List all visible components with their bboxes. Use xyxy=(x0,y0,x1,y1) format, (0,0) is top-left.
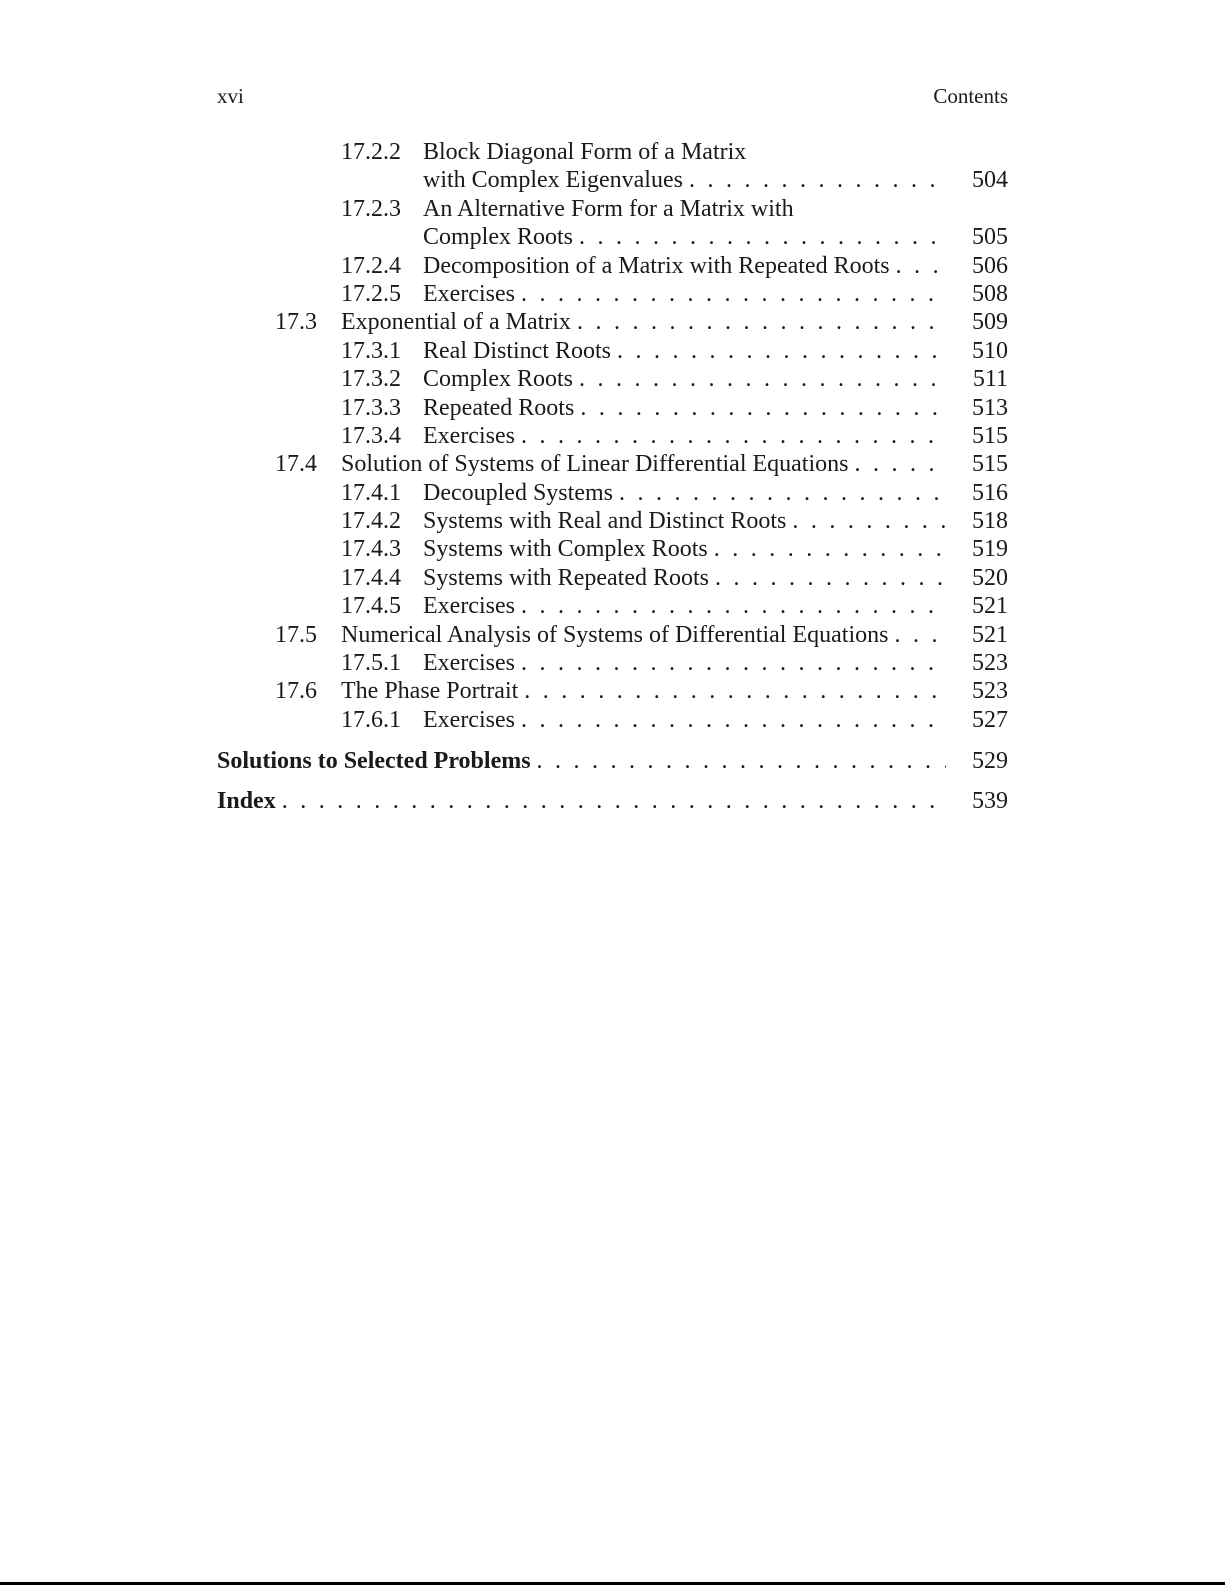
toc-entry[interactable] xyxy=(217,223,1008,251)
toc-entry-line xyxy=(423,223,1008,251)
toc-entry-number: 17.6.1 xyxy=(341,706,401,733)
toc-part-page: 539 xyxy=(972,788,1008,815)
toc-entry-title: with Complex Eigenvalues xyxy=(423,166,689,194)
toc-entry-line xyxy=(423,337,1008,365)
toc-entry-line xyxy=(423,564,1008,592)
toc-entry-line xyxy=(423,507,1008,535)
toc-entry-title: Real Distinct Roots xyxy=(423,337,617,365)
toc-entry-page: 506 xyxy=(972,252,1008,279)
toc-entry-title: Repeated Roots xyxy=(423,394,580,422)
toc-entry-number: 17.3.2 xyxy=(341,366,401,393)
toc-entry-line xyxy=(341,621,1008,649)
toc-entry-line xyxy=(423,535,1008,563)
dot-leader xyxy=(689,166,946,194)
toc-entry-title: An Alternative Form for a Matrix with xyxy=(423,195,800,223)
toc-entry-title: Block Diagonal Form of a Matrix xyxy=(423,138,752,166)
toc-entry[interactable] xyxy=(217,422,1008,450)
toc-entry-number: 17.5 xyxy=(275,621,317,648)
toc-entry-number: 17.5.1 xyxy=(341,650,401,677)
toc-entry-number: 17.3.3 xyxy=(341,394,401,421)
toc-entry-page: 510 xyxy=(972,337,1008,364)
toc-entry[interactable] xyxy=(217,252,1008,280)
toc-part-entry[interactable] xyxy=(217,780,1008,820)
toc-entry-title: Numerical Analysis of Systems of Differential Equations xyxy=(341,621,894,649)
toc-entry-title: The Phase Portrait xyxy=(341,677,524,705)
page-number-label: xvi xyxy=(217,84,244,108)
toc-entry-line xyxy=(423,592,1008,620)
toc-entry-title: Exercises xyxy=(423,592,521,620)
toc-entry-number: 17.4.4 xyxy=(341,564,401,591)
dot-leader xyxy=(282,786,946,816)
toc-entry-title: Decoupled Systems xyxy=(423,479,619,507)
dot-leader xyxy=(579,365,946,393)
dot-leader xyxy=(521,649,946,677)
toc-entry-title: Systems with Real and Distinct Roots xyxy=(423,507,792,535)
toc-part-title: Solutions to Selected Problems xyxy=(217,746,537,776)
toc-entry[interactable] xyxy=(217,337,1008,365)
dot-leader xyxy=(894,621,946,649)
toc-entry[interactable] xyxy=(217,195,1008,223)
dot-leader xyxy=(896,252,946,280)
toc-part-title: Index xyxy=(217,786,282,816)
toc-entry[interactable] xyxy=(217,365,1008,393)
toc-entry[interactable] xyxy=(217,535,1008,563)
toc-entry[interactable] xyxy=(217,621,1008,649)
toc-entry-line xyxy=(341,450,1008,478)
toc-entry[interactable] xyxy=(217,706,1008,734)
toc-entry-number: 17.4.2 xyxy=(341,508,401,535)
toc-entry-title: Systems with Repeated Roots xyxy=(423,564,715,592)
toc-entry-line xyxy=(423,706,1008,734)
dot-leader xyxy=(579,223,946,251)
toc-entry-number: 17.3 xyxy=(275,309,317,336)
toc-entry-number: 17.2.5 xyxy=(341,280,401,307)
dot-leader xyxy=(521,592,946,620)
toc-entry[interactable] xyxy=(217,507,1008,535)
toc-entry-line xyxy=(423,649,1008,677)
toc-entry[interactable] xyxy=(217,280,1008,308)
toc-entry-number: 17.3.1 xyxy=(341,337,401,364)
toc-entry-page: 521 xyxy=(972,621,1008,648)
toc-entry-page: 504 xyxy=(972,167,1008,194)
toc-entry-title: Exercises xyxy=(423,649,521,677)
toc-entry-title: Systems with Complex Roots xyxy=(423,535,714,563)
toc-entry-number: 17.6 xyxy=(275,678,317,705)
toc-entry[interactable] xyxy=(217,166,1008,194)
toc-entry-page: 521 xyxy=(972,593,1008,620)
toc-entry[interactable] xyxy=(217,308,1008,336)
dot-leader xyxy=(617,337,946,365)
dot-leader xyxy=(714,535,946,563)
toc-entry-title: Complex Roots xyxy=(423,365,579,393)
toc-entry-title: Decomposition of a Matrix with Repeated Roots xyxy=(423,252,896,280)
toc-entry-page: 527 xyxy=(972,706,1008,733)
toc-entry-title: Exercises xyxy=(423,706,521,734)
toc-entry-page: 519 xyxy=(972,536,1008,563)
toc-entry-line xyxy=(423,138,1008,166)
toc-entry-page: 518 xyxy=(972,508,1008,535)
dot-leader xyxy=(524,677,946,705)
toc-entry-number: 17.3.4 xyxy=(341,422,401,449)
dot-leader xyxy=(580,394,946,422)
toc-entry-number: 17.2.2 xyxy=(341,139,401,165)
toc-entry-page: 515 xyxy=(972,422,1008,449)
toc-entry-page: 513 xyxy=(972,394,1008,421)
toc-entry-title: Exponential of a Matrix xyxy=(341,308,577,336)
toc-entry-number: 17.2.3 xyxy=(341,195,401,222)
toc-entry-page: 520 xyxy=(972,564,1008,591)
toc-entry-number: 17.4.3 xyxy=(341,536,401,563)
toc-entry-line xyxy=(423,422,1008,450)
toc-entry-number: 17.4 xyxy=(275,451,317,478)
dot-leader xyxy=(521,280,946,308)
toc-entry-line xyxy=(423,195,1008,223)
toc-entry-page: 511 xyxy=(972,366,1008,393)
toc-entry-number: 17.2.4 xyxy=(341,252,401,279)
toc-entry-number: 17.4.1 xyxy=(341,479,401,506)
toc-part-entry[interactable] xyxy=(217,740,1008,780)
toc-entry[interactable] xyxy=(217,450,1008,478)
toc-entry-page: 515 xyxy=(972,451,1008,478)
toc-entry-page: 523 xyxy=(972,678,1008,705)
toc-entry[interactable] xyxy=(217,479,1008,507)
toc-part-page: 529 xyxy=(972,748,1008,775)
table-of-contents xyxy=(217,138,1008,820)
toc-entry[interactable] xyxy=(217,677,1008,705)
toc-entry-title: Solution of Systems of Linear Differential Equations xyxy=(341,450,854,478)
dot-leader xyxy=(537,746,946,776)
dot-leader xyxy=(619,479,946,507)
running-head xyxy=(217,84,1008,112)
dot-leader xyxy=(521,422,946,450)
toc-entry-line xyxy=(423,166,1008,194)
toc-entry-line xyxy=(423,252,1008,280)
dot-leader xyxy=(715,564,946,592)
toc-entry[interactable] xyxy=(217,138,1008,166)
toc-entry-line xyxy=(423,479,1008,507)
toc-entry-page: 505 xyxy=(972,224,1008,251)
toc-entry-line xyxy=(423,280,1008,308)
toc-entry[interactable] xyxy=(217,394,1008,422)
toc-entry-line xyxy=(341,308,1008,336)
toc-entry-page: 523 xyxy=(972,650,1008,677)
toc-entry[interactable] xyxy=(217,649,1008,677)
toc-entry[interactable] xyxy=(217,592,1008,620)
toc-entry-page: 516 xyxy=(972,479,1008,506)
toc-entry-line xyxy=(341,677,1008,705)
dot-leader xyxy=(792,507,946,535)
toc-entry-number: 17.4.5 xyxy=(341,593,401,620)
toc-entry-page: 509 xyxy=(972,309,1008,336)
toc-entry-line xyxy=(423,394,1008,422)
toc-entry[interactable] xyxy=(217,564,1008,592)
dot-leader xyxy=(577,308,946,336)
toc-part-line xyxy=(217,786,1008,816)
toc-entry-page: 508 xyxy=(972,280,1008,307)
dot-leader xyxy=(521,706,946,734)
section-label: Contents xyxy=(933,84,1008,108)
toc-entry-line xyxy=(423,365,1008,393)
dot-leader xyxy=(854,450,946,478)
toc-entry-title: Exercises xyxy=(423,422,521,450)
toc-entry-title: Exercises xyxy=(423,280,521,308)
toc-part-line xyxy=(217,746,1008,776)
toc-entry-title: Complex Roots xyxy=(423,223,579,251)
